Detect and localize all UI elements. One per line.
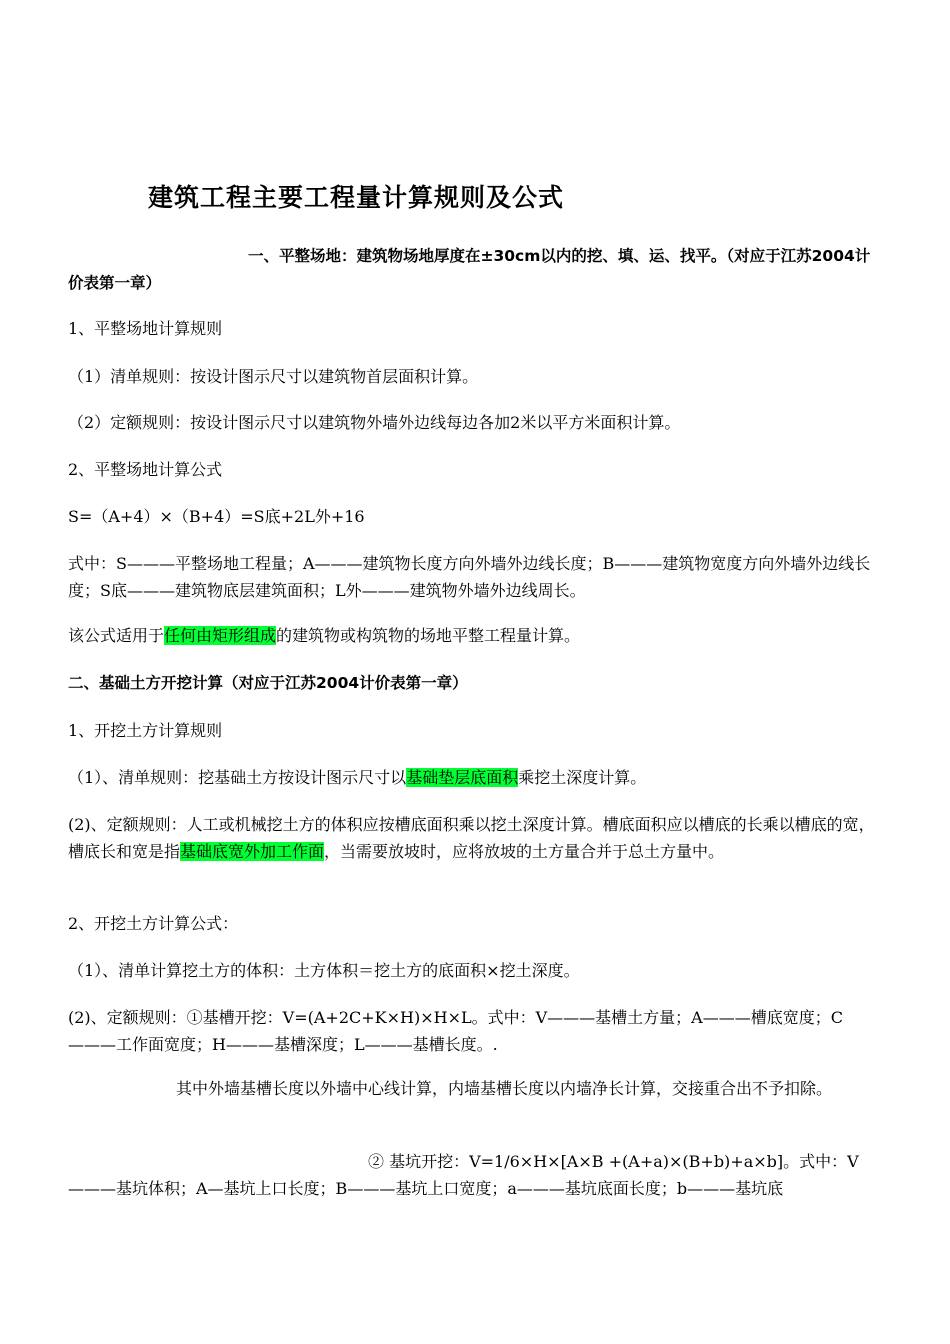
section1-heading: 一、平整场地：建筑物场地厚度在±30cm以内的挖、填、运、找平。（对应于江苏2004计价表第一章） [68,247,871,292]
s2-rule2-highlight: 基础底宽外加工作面 [180,842,325,861]
s1-note-pre: 该公式适用于 [68,626,165,645]
s2-rule-title: 1、开挖土方计算规则 [68,721,223,740]
s2-formula1: （1）、清单计算挖土方的体积：土方体积＝挖土方的底面积×挖土深度。 [68,961,580,980]
s1-rule2: （2）定额规则：按设计图示尺寸以建筑物外墙外边线每边各加2米以平方米面积计算。 [68,413,681,432]
s2-formula2-note: 其中外墙基槽长度以外墙中心线计算，内墙基槽长度以内墙净长计算，交接重合出不予扣除。 [176,1079,833,1098]
section2-heading: 二、基础土方开挖计算（对应于江苏2004计价表第一章） [68,674,468,692]
s2-formula3: ② 基坑开挖：V=1/6×H×[A×B +(A+a)×(B+b)+a×b]。式中：V———基坑体积；A—基坑上口长度；B———基坑上口宽度；a———基坑底面长度；b———基坑底 [68,1152,859,1198]
s1-note [68,622,882,649]
s2-rule2-post: ，当需要放坡时，应将放坡的土方量合并于总土方量中。 [324,842,725,861]
s2-rule1-post: 乘挖土深度计算。 [518,768,647,787]
page-title: 建筑工程主要工程量计算规则及公式 [148,183,565,212]
s2-formula2: (2)、定额规则：①基槽开挖：V=(A+2C+K×H)×H×L。式中：V———基槽土方量；A———槽底宽度；C———工作面宽度；H———基槽深度；L———基槽长度。. [68,1008,843,1054]
s1-rule-title: 1、平整场地计算规则 [68,319,223,338]
s1-note-highlight: 任何由矩形组成 [164,626,277,645]
s1-rule1: （1）清单规则：按设计图示尺寸以建筑物首层面积计算。 [68,367,479,386]
s2-rule2-pre: (2)、定额规则：人工或机械挖土方的体积应按槽底面积乘以挖土深度计算。槽底面积应以槽底的长乘以槽底的宽，槽底长和宽是指 [68,815,875,861]
s1-formula: S=（A+4）×（B+4）=S底+2L外+16 [68,507,365,526]
s2-rule2 [68,811,882,865]
s1-formula-title: 2、平整场地计算公式 [68,460,223,479]
s2-rule1 [68,764,882,791]
s2-rule1-highlight: 基础垫层底面积 [406,768,519,787]
s1-note-post: 的建筑物或构筑物的场地平整工程量计算。 [276,626,581,645]
s2-formula-title: 2、开挖土方计算公式： [68,914,239,933]
s2-rule1-pre: （1）、清单规则：挖基础土方按设计图示尺寸以 [68,768,407,787]
s1-formula-desc: 式中：S———平整场地工程量；A———建筑物长度方向外墙外边线长度；B———建筑物宽度方向外墙外边线长度；S底———建筑物底层建筑面积；L外———建筑物外墙外边线周长。 [68,554,871,600]
